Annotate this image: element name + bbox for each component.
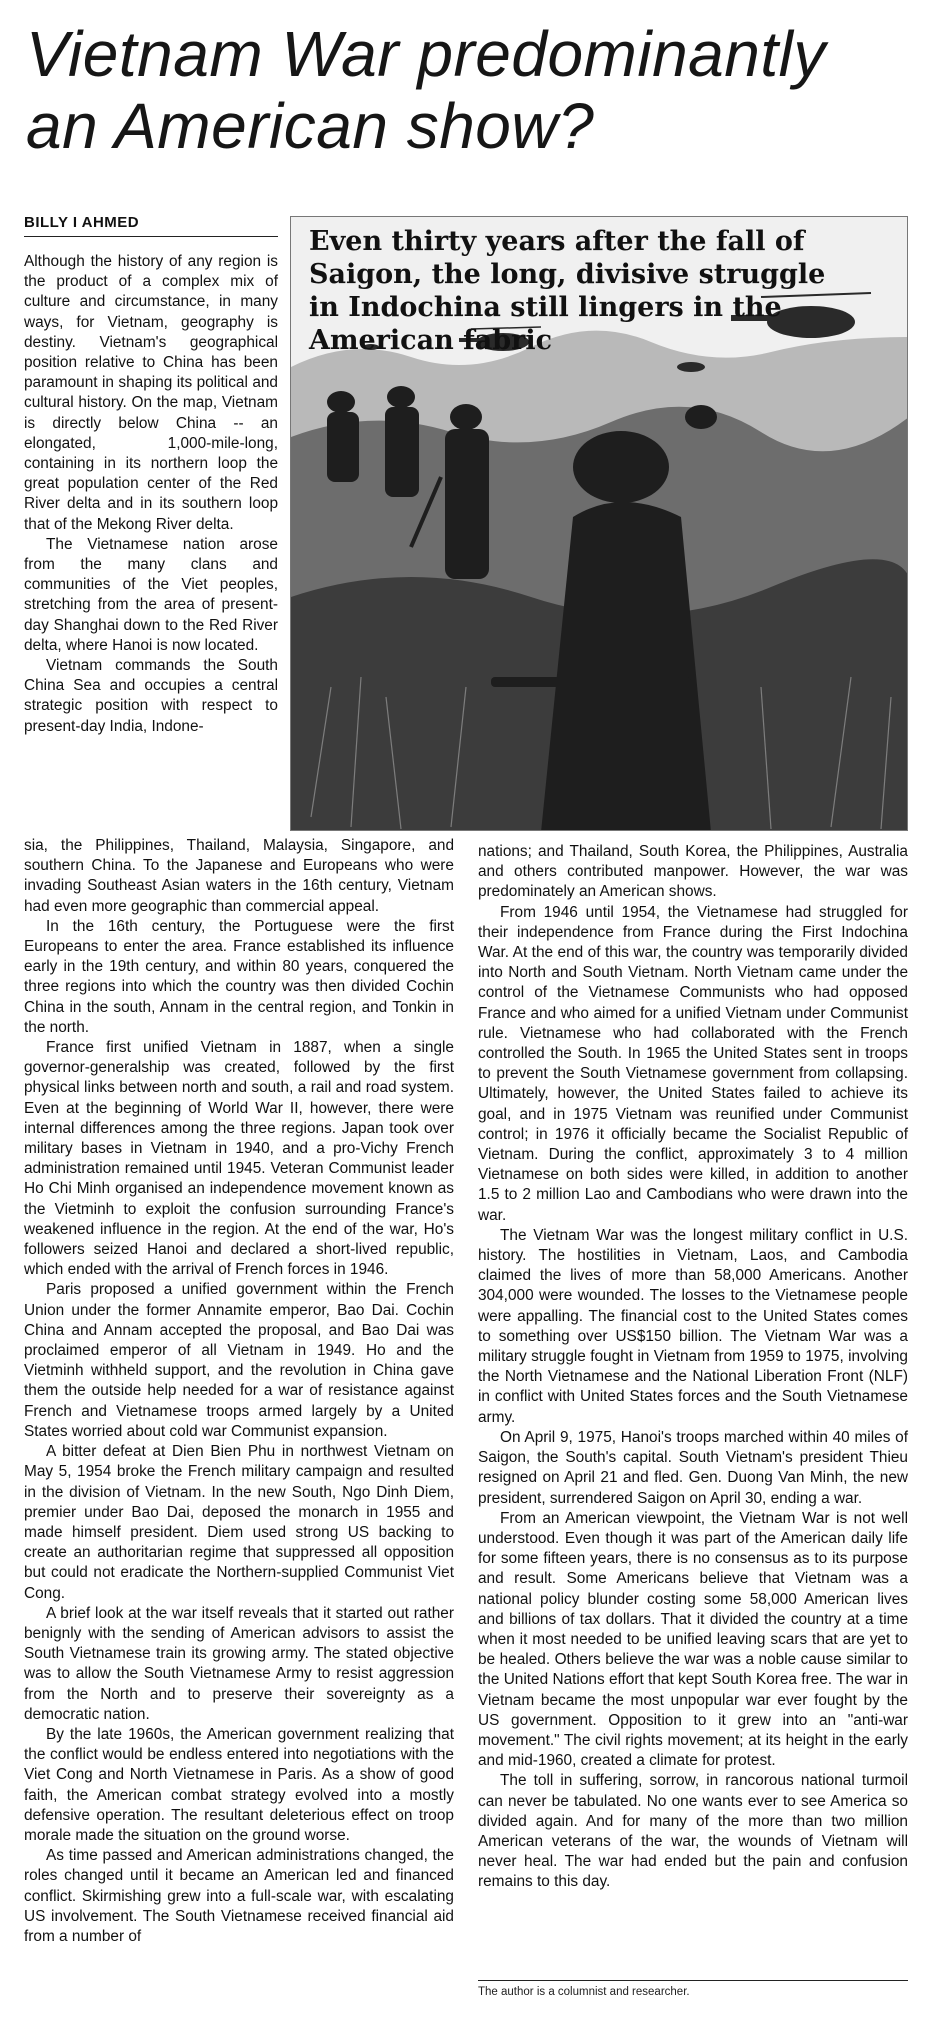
- column-right: [478, 842, 908, 1893]
- author-note: The author is a columnist and researcher.: [478, 1986, 690, 1998]
- paragraph: The toll in suffering, sorrow, in rancorous national turmoil can never be tabulated. No one wants ever to see America so divided again. And for many of the more than two million American veterans of the war, the wounds of Vietnam will never heal. The war had ended but the pain and confusion remains to this day.: [478, 1772, 908, 1891]
- paragraph: By the late 1960s, the American government realizing that the conflict would be endless entered into negotiations with the Viet Cong and North Vietnamese in Paris. As a show of good faith, the American combat strategy evolved into a mostly defensive operation. The resultant deleterious effect on troop morale made the situation on the ground worse.: [24, 1725, 454, 1844]
- paragraph: The Vietnam War was the longest military conflict in U.S. history. The hostilities in Vietnam, Laos, and Cambodia claimed the lives of more than 58,000 Americans. Another 304,000 were wounded. The losses to the Vietnamese people were appalling. The financial cost to the United States comes to something over US$150 billion. The Vietnam War was a military struggle fought in Vietnam from 1959 to 1975, involving the North Vietnamese and the National Liberation Front (NLF) in conflict with United States forces and the South Vietnamese army.: [478, 1226, 908, 1426]
- paragraph: From 1946 until 1954, the Vietnamese had struggled for their independence from France during the First Indochina War. At the end of this war, the country was temporarily divided into North and South Vietnam. North Vietnam came under the control of the Vietnamese Communists who had opposed France and who aimed for a unified Vietnam under Communist rule. Vietnamese who had collaborated with the French controlled the South. In 1965 the United States sent in troops to prevent the South Vietnamese government from collapsing. Ultimately, however, the United States failed to achieve its goal, and in 1975 Vietnam was reunified under Communist control; in 1976 it officially became the Socialist Republic of Vietnam. During the conflict, approximately 3 to 4 million Vietnamese on both sides were killed, in addition to another 1.5 to 2 million Lao and Cambodians who were drawn into the war.: [478, 903, 908, 1224]
- paragraph: nations; and Thailand, South Korea, the Philippines, Australia and others contributed manpower. However, the war was predominately an American shows.: [478, 843, 908, 901]
- headline-line-2: an American show?: [26, 90, 595, 162]
- paragraph: Paris proposed a unified government within the French Union under the former Annamite emperor, Bao Dai. Cochin China and Annam accepted the proposal, and Bao Dai was proclaimed emperor of all Vietnam in 1949. Ho and the Vietminh withheld support, and the revolution in China gave them the outside help needed for a war of resistance against French and Vietnamese troops armed largely by a United States worried about cold war Communist expansion.: [24, 1281, 454, 1440]
- paragraph: As time passed and American administrations changed, the roles changed until it became an American led and financed conflict. Skirmishing grew into a full-scale war, with escalating US involvement. The South Vietnamese received financial aid from a number of: [24, 1847, 454, 1945]
- paragraph: sia, the Philippines, Thailand, Malaysia, Singapore, and southern China. To the Japanese and Europeans who were invading Southeast Asian waters in the 16th century, Vietnam had even more geographic than commercial appeal.: [24, 837, 454, 915]
- headline-line-1: Vietnam War predominantly: [26, 18, 826, 90]
- paragraph: Although the history of any region is the product of a complex mix of culture and circumstance, in many ways, for Vietnam, geography is destiny. Vietnam's geographical position relative to China has been paramount in shaping its political and cultural history. On the map, Vietnam is directly below China -- an elongated, 1,000-mile-long, containing in its northern loop the great population center of the Red River delta and in its southern loop that of the Mekong River delta.: [24, 253, 278, 533]
- paragraph: France first unified Vietnam in 1887, when a single governor-generalship was created, followed by the first physical links between north and south, a rail and road system. Even at the beginning of World War II, however, there were internal differences among the three regions. Japan took over military bases in Vietnam in 1940, and a pro-Vichy French administration remained until 1945. Veteran Communist leader Ho Chi Minh organised an independence movement known as the Vietminh to exploit the confusion surrounding France's weakened influence in the region. At the end of the war, Ho's followers seized Hanoi and declared a short-lived republic, which ended with the arrival of French forces in 1946.: [24, 1039, 454, 1279]
- paragraph: The Vietnamese nation arose from the many clans and communities of the Viet peoples, stretching from the area of present-day Shanghai down to the Red River delta, where Hanoi is now located.: [24, 535, 278, 654]
- paragraph: A bitter defeat at Dien Bien Phu in northwest Vietnam on May 5, 1954 broke the French military campaign and resulted in the division of Vietnam. In the new South, Ngo Dinh Diem, premier under Bao Dai, deposed the monarch in 1955 and made himself president. Diem used strong US backing to create an authoritarian regime that suppressed all opposition but could not eradicate the Northern-supplied Communist Viet Cong.: [24, 1443, 454, 1602]
- paragraph: A brief look at the war itself reveals that it started out rather benignly with the sending of American advisors to assist the South Vietnamese train its growing army. The stated objective was to allow the South Vietnamese Army to resist aggression from the North and to preserve their sovereignty as a democratic nation.: [24, 1604, 454, 1723]
- paragraph: Vietnam commands the South China Sea and occupies a central strategic position with respect to present-day India, Indone-: [24, 657, 278, 735]
- photo-caption: Even thirty years after the fall of Saigon, the long, divisive struggle in Indochina still lingers in the American fabric: [309, 226, 826, 356]
- paragraph: From an American viewpoint, the Vietnam War is not well understood. Even though it was part of the American daily life for some fifteen years, there is no consensus as to its purpose and result. Some Americans believe that Vietnam was a national policy blunder costing some 58,000 American lives and billions of tax dollars. That it divided the country at a time when it most needed to be unified leaving scars that are yet to be healed. Others believe the war was a noble cause similar to the United Nations effort that kept South Korea free. The war in Vietnam became the most unpopular war ever fought by the US government. Opposition to it grew into an "anti-war movement." The civil rights movement; at its height in the early and mid-1960, created a climate for protest.: [478, 1509, 908, 1770]
- headline: [26, 18, 906, 162]
- end-divider: [478, 1980, 908, 1981]
- byline: BILLY I AHMED: [24, 214, 140, 231]
- column-left-top: [24, 252, 278, 737]
- paragraph: In the 16th century, the Portuguese were the first Europeans to enter the area. France established its influence early in the 19th century, and within 80 years, conquered the three regions into which the country was then divided Cochin China in the south, Annam in the central region, and Tonkin in the north.: [24, 917, 454, 1036]
- paragraph: On April 9, 1975, Hanoi's troops marched within 40 miles of Saigon, the South's capital. South Vietnam's president Thieu resigned on April 21 and fled. Gen. Duong Van Minh, the new president, surrendered Saigon on April 30, ending a war.: [478, 1428, 908, 1507]
- byline-divider: [24, 236, 278, 237]
- article-photo: [290, 216, 908, 831]
- column-left-bottom: [24, 836, 454, 1947]
